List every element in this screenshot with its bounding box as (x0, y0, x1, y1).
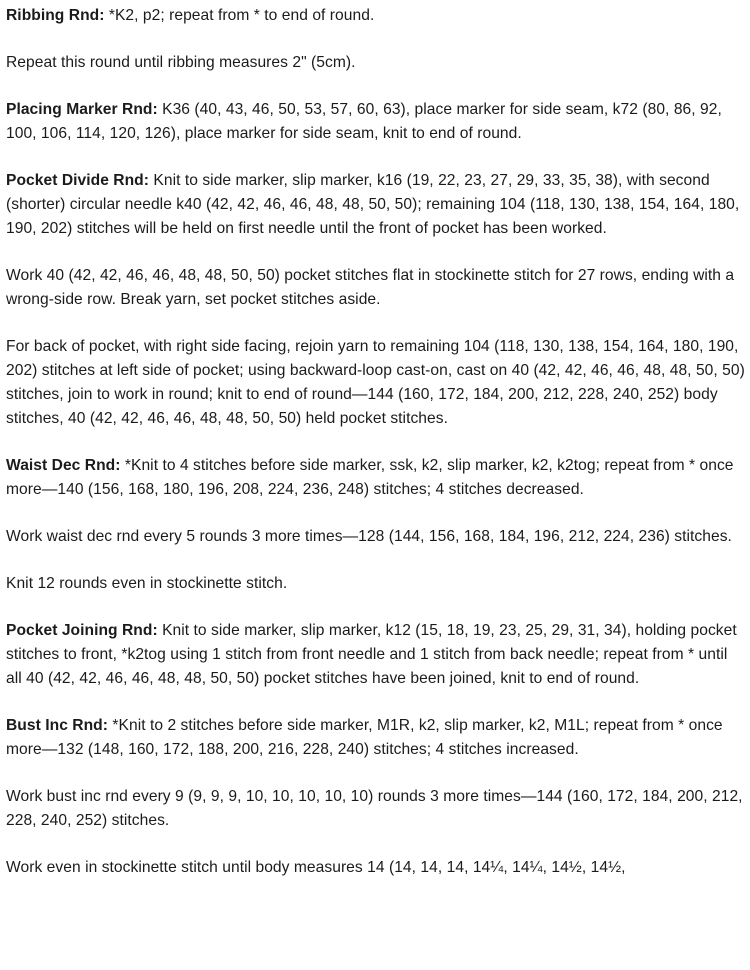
paragraph-pocket-divide-rnd (6, 169, 746, 241)
paragraph-repeat-ribbing (6, 51, 746, 75)
step-label: Ribbing Rnd: (6, 7, 105, 24)
step-text: Work bust inc rnd every 9 (9, 9, 9, 10, 10, 10, 10, 10) rounds 3 more times—144 (160, 172, 184, 200, 212, 228, 240, 252) stitches. (6, 788, 743, 829)
paragraph-placing-marker-rnd (6, 98, 746, 146)
step-text: *Knit to 2 stitches before side marker, M1R, k2, slip marker, k2, M1L; repeat from * once more—132 (148, 160, 172, 188, 200, 216, 228, 240) stitches; 4 stitches increased. (6, 717, 723, 758)
paragraph-pocket-joining-rnd (6, 619, 746, 691)
step-text: Knit 12 rounds even in stockinette stitch. (6, 575, 288, 592)
step-label: Waist Dec Rnd: (6, 457, 121, 474)
step-text: Work even in stockinette stitch until body measures 14 (14, 14, 14, 14¼, 14¼, 14½, 14½, (6, 859, 626, 876)
step-text: For back of pocket, with right side facing, rejoin yarn to remaining 104 (118, 130, 138, 154, 164, 180, 190, 202) stitches at left side of pocket; using backward-loop cast-on, cast on 40 (42, 42, 46, 46, 48, 48, 50, 50) stitches, join to work in round; knit to end of round—144 (160, 172, 184, 200, 212, 228, 240, 252) body stitches, 40 (42, 42, 46, 46, 48, 48, 50, 50) held pocket stitches. (6, 338, 745, 427)
paragraph-bust-inc-repeat (6, 785, 746, 833)
step-text: Knit to side marker, slip marker, k12 (15, 18, 19, 23, 25, 29, 31, 34), holding pocket stitches to front, *k2tog using 1 stitch from front needle and 1 stitch from back needle; repeat from * until all 40 (42, 42, 46, 46, 48, 48, 50, 50) pocket stitches have been joined, knit to end of round. (6, 622, 737, 687)
step-label: Pocket Divide Rnd: (6, 172, 150, 189)
step-label: Pocket Joining Rnd: (6, 622, 158, 639)
pattern-instructions (6, 4, 746, 903)
step-text: Repeat this round until ribbing measures 2" (5cm). (6, 54, 356, 71)
step-text: Work waist dec rnd every 5 rounds 3 more times—128 (144, 156, 168, 184, 196, 212, 224, 236) stitches. (6, 528, 732, 545)
step-text: Knit to side marker, slip marker, k16 (19, 22, 23, 27, 29, 33, 35, 38), with second (shorter) circular needle k40 (42, 42, 46, 46, 48, 48, 50, 50); remaining 104 (118, 130, 138, 154, 164, 180, 190, 202) stitches will be held on first needle until the front of pocket has been worked. (6, 172, 740, 237)
paragraph-waist-dec-repeat (6, 525, 746, 549)
paragraph-ribbing-rnd (6, 4, 746, 28)
paragraph-waist-dec-rnd (6, 454, 746, 502)
step-text: *K2, p2; repeat from * to end of round. (104, 7, 375, 24)
step-label: Placing Marker Rnd: (6, 101, 158, 118)
paragraph-bust-inc-rnd (6, 714, 746, 762)
step-text: K36 (40, 43, 46, 50, 53, 57, 60, 63), place marker for side seam, k72 (80, 86, 92, 100, 106, 114, 120, 126), place marker for side seam, knit to end of round. (6, 101, 722, 142)
paragraph-back-of-pocket (6, 335, 746, 431)
step-label: Bust Inc Rnd: (6, 717, 109, 734)
paragraph-knit-even (6, 572, 746, 596)
step-text: *Knit to 4 stitches before side marker, ssk, k2, slip marker, k2, k2tog; repeat from * once more—140 (156, 168, 180, 196, 208, 224, 236, 248) stitches; 4 stitches decreased. (6, 457, 734, 498)
step-text: Work 40 (42, 42, 46, 46, 48, 48, 50, 50) pocket stitches flat in stockinette stitch for 27 rows, ending with a wrong-side row. Break yarn, set pocket stitches aside. (6, 267, 735, 308)
paragraph-work-even-body (6, 856, 746, 880)
paragraph-pocket-stitches-flat (6, 264, 746, 312)
